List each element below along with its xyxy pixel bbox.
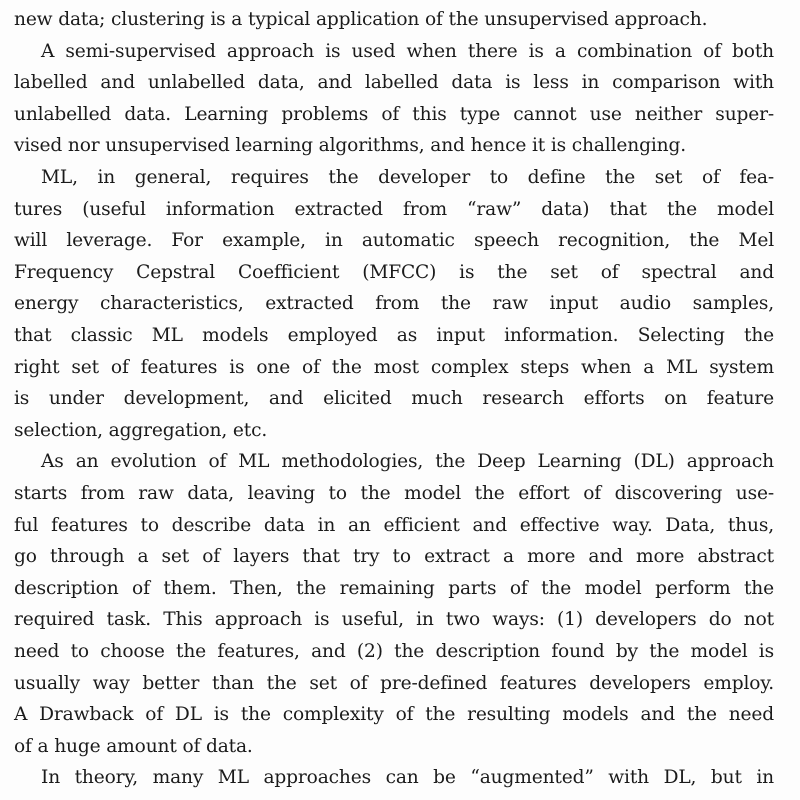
text-line: that classic ML models employed as input information. Selecting the	[14, 324, 774, 346]
text-line: new data; clustering is a typical application of the unsupervised approach.	[14, 9, 708, 30]
text-line: description of them. Then, the remaining parts of the model perform the	[14, 577, 774, 599]
text-line: right set of features is one of the most complex steps when a ML system	[14, 356, 774, 378]
text-line: A Drawback of DL is the complexity of the resulting models and the need	[14, 704, 774, 726]
text-line: selection, aggregation, etc.	[14, 419, 268, 441]
text-line: of a huge amount of data.	[14, 735, 253, 757]
paragraph-features	[14, 162, 774, 446]
text-line: Frequency Cepstral Coefficient (MFCC) is the set of spectral and	[14, 261, 774, 283]
text-line: usually way better than the set of pre-defined features developers employ.	[14, 672, 774, 694]
text-line: A semi-supervised approach is used when there is a combination of both	[41, 40, 774, 62]
text-line: energy characteristics, extracted from the raw input audio samples,	[14, 293, 774, 315]
text-line: unlabelled data. Learning problems of this type cannot use neither super-	[14, 103, 774, 125]
text-line: required task. This approach is useful, in two ways: (1) developers do not	[14, 609, 774, 631]
text-line: vised nor unsupervised learning algorithms, and hence it is challenging.	[14, 135, 686, 157]
text-line: is under development, and elicited much research efforts on feature	[14, 388, 774, 410]
paragraph-deep-learning	[14, 446, 774, 762]
paragraph-semi-supervised	[14, 36, 774, 162]
paragraph-unsupervised-tail	[14, 4, 774, 36]
text-line: As an evolution of ML methodologies, the Deep Learning (DL) approach	[41, 451, 774, 473]
text-line: ful features to describe data in an efficient and effective way. Data, thus,	[14, 514, 774, 536]
text-line: labelled and unlabelled data, and labelled data is less in comparison with	[14, 72, 774, 94]
text-line: go through a set of layers that try to extract a more and more abstract	[14, 546, 774, 568]
text-line: will leverage. For example, in automatic speech recognition, the Mel	[14, 230, 774, 252]
text-line: ML, in general, requires the developer to define the set of fea-	[41, 167, 774, 188]
paragraph-augmented	[14, 762, 774, 794]
text-line: starts from raw data, leaving to the model the effort of discovering use-	[14, 482, 774, 504]
text-line: tures (useful information extracted from “raw” data) that the model	[14, 198, 774, 220]
text-line: In theory, many ML approaches can be “augmented” with DL, but in	[41, 767, 774, 789]
text-line: need to choose the features, and (2) the description found by the model is	[14, 640, 774, 662]
